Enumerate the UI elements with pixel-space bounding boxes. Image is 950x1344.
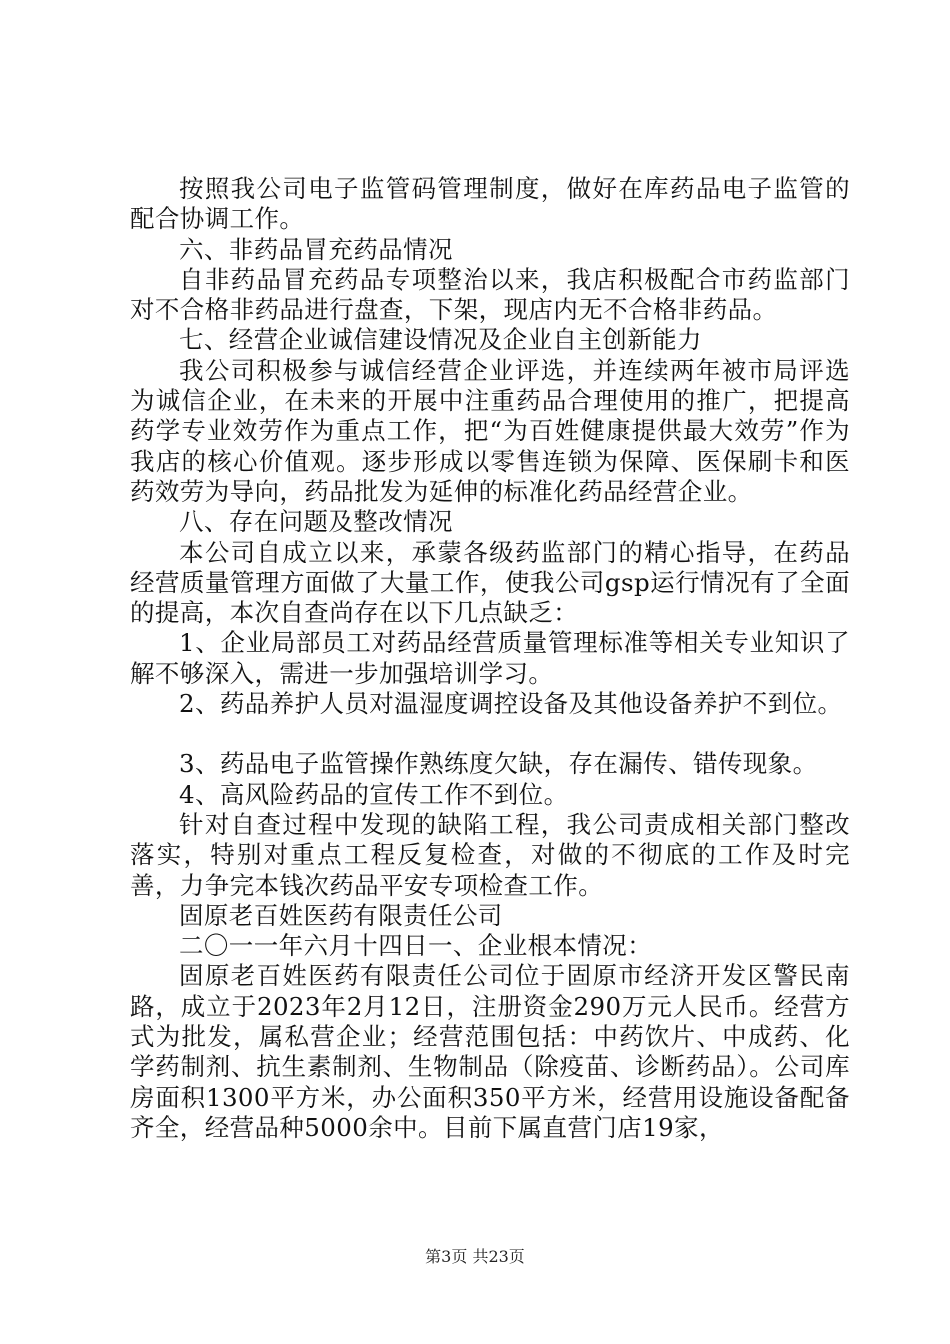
page-number-footer: 第3页 共23页 (425, 1247, 525, 1266)
paragraph-rectification: 针对自查过程中发现的缺陷工程，我公司责成相关部门整改落实，特别对重点工程反复检查，对做的不彻底的工作及时完善，力争完本钱次药品平安专项检查工作。 (130, 809, 850, 900)
heading-section-8: 八、存在问题及整改情况 (179, 507, 453, 537)
paragraph-non-drug: 自非药品冒充药品专项整治以来，我店积极配合市药监部门对不合格非药品进行盘查，下架，现店内无不合格非药品。 (130, 264, 850, 325)
blank-line (130, 719, 850, 749)
heading-section-6: 六、非药品冒充药品情况 (179, 234, 453, 264)
paragraph-company-info: 固原老百姓医药有限责任公司位于固原市经济开发区警民南路，成立于2023年2月12日，注册资金290万元人民币。经营方式为批发，属私营企业；经营范围包括：中药饮片、中成药、化学药制剂、抗生素制剂、生物制品（除疫苗、诊断药品）。公司库房面积1300平方米，办公面积350平方米，经营用设施设备配备齐全，经营品种5000余中。目前下属直营门店19家， (130, 961, 850, 1142)
paragraph-problems-intro: 本公司自成立以来，承蒙各级药监部门的精心指导，在药品经营质量管理方面做了大量工作，使我公司gsp运行情况有了全面的提高，本次自查尚存在以下几点缺乏： (130, 537, 850, 628)
heading-section-7: 七、经营企业诚信建设情况及企业自主创新能力 (179, 325, 702, 355)
list-item-4: 4、高风险药品的宣传工作不到位。 (179, 779, 569, 809)
paragraph-electronic-supervision: 按照我公司电子监管码管理制度，做好在库药品电子监管的配合协调工作。 (130, 174, 850, 234)
signature-date: 二〇一一年六月十四日一、企业根本情况： (179, 931, 653, 961)
document-body (130, 174, 850, 1143)
list-item-3: 3、药品电子监管操作熟练度欠缺，存在漏传、错传现象。 (179, 749, 818, 779)
company-signature: 固原老百姓医药有限责任公司 (179, 900, 503, 930)
list-item-1: 1、企业局部员工对药品经营质量管理标准等相关专业知识了解不够深入，需进一步加强培训学习。 (130, 628, 850, 688)
paragraph-integrity: 我公司积极参与诚信经营企业评选，并连续两年被市局评选为诚信企业，在未来的开展中注重药品合理使用的推广，把提高药学专业效劳作为重点工作，把“为百姓健康提供最大效劳”作为我店的核心价值观。逐步形成以零售连锁为保障、医保刷卡和医药效劳为导向，药品批发为延伸的标准化药品经营企业。 (130, 355, 850, 506)
list-item-2: 2、药品养护人员对温湿度调控设备及其他设备养护不到位。 (179, 689, 843, 719)
